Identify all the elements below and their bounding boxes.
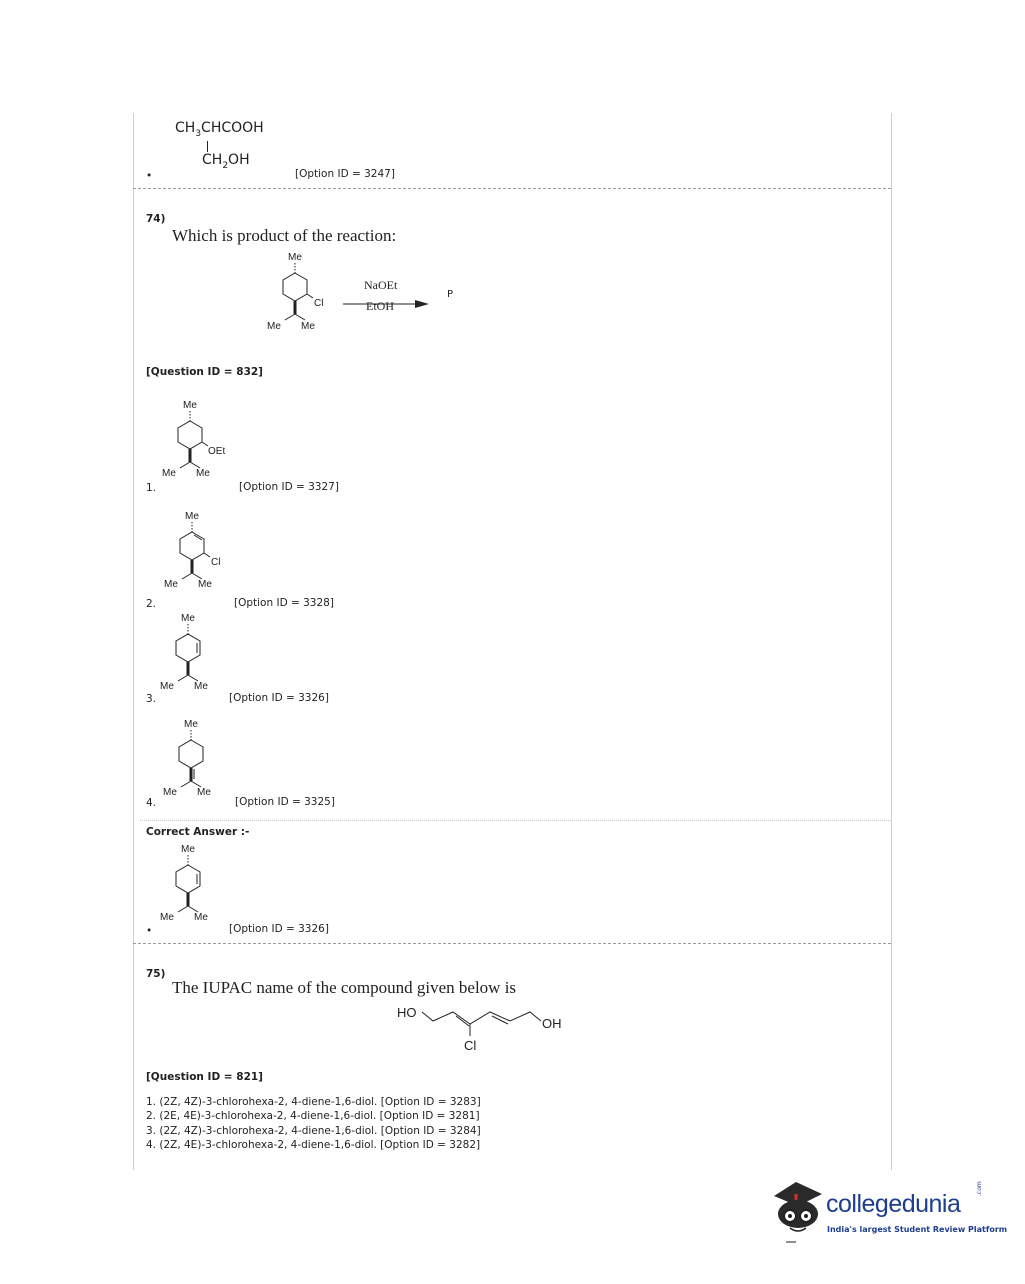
opt3-me-right: Me [194, 681, 208, 692]
diene-diol-structure [395, 1000, 570, 1059]
prev-option-id: [Option ID = 3247] [295, 168, 395, 180]
brand-tagline: India's largest Student Review Platform [827, 1225, 1008, 1234]
reagent-bottom: EtOH [366, 299, 394, 313]
ans-me-left: Me [160, 912, 174, 923]
opt4-me-right: Me [197, 787, 211, 798]
option-2-num: 2. [146, 598, 157, 610]
formula-bond [207, 141, 208, 152]
option-1-id: [Option ID = 3327] [239, 481, 339, 493]
ans-me-right: Me [194, 912, 208, 923]
question-id: [Question ID = 832] [146, 366, 263, 378]
opt1-me-right: Me [196, 468, 210, 479]
opt4-me-top: Me [184, 719, 198, 730]
option-3-id: [Option ID = 3326] [229, 692, 329, 704]
option-2-structure [152, 507, 242, 601]
question-text: Which is product of the reaction: [172, 226, 397, 245]
option-3-structure [148, 609, 238, 703]
option-4-id: [Option ID = 3325] [235, 796, 335, 808]
option-3-num: 3. [146, 693, 157, 705]
question-id: [Question ID = 821] [146, 1071, 263, 1083]
separator [140, 820, 891, 821]
reactant-structure [255, 248, 345, 342]
divider [133, 188, 891, 189]
correct-answer-bullet: • [146, 925, 153, 937]
opt1-me-left: Me [162, 468, 176, 479]
option-4-num: 4. [146, 797, 157, 809]
q75-option-3: 3. (2Z, 4Z)-3-chlorohexa-2, 4-diene-1,6-diol. [Option ID = 3284] [146, 1125, 481, 1137]
divider [133, 943, 891, 944]
q75-option-2: 2. (2E, 4E)-3-chlorohexa-2, 4-diene-1,6-diol. [Option ID = 3281] [146, 1110, 480, 1122]
q75-option-4: 4. (2Z, 4E)-3-chlorohexa-2, 4-diene-1,6-diol. [Option ID = 3282] [146, 1139, 481, 1151]
opt2-cl: Cl [211, 557, 221, 568]
ho-label: HO [397, 1005, 417, 1020]
ans-me-top: Me [181, 844, 195, 855]
collegedunia-logo[interactable] [766, 1176, 1008, 1246]
product-label: P [447, 289, 454, 300]
reactant-me-top: Me [288, 252, 302, 263]
brand-name: collegedunia [826, 1190, 961, 1218]
option-4-structure [151, 715, 241, 809]
q75-option-1: 1. (2Z, 4Z)-3-chlorohexa-2, 4-diene-1,6-diol. [Option ID = 3283] [146, 1096, 481, 1108]
prev-option-bullet: • [146, 170, 153, 182]
opt4-me-left: Me [163, 787, 177, 798]
question-number: 75) [146, 968, 166, 980]
opt1-me-top: Me [183, 400, 197, 411]
formula-sub: $CH_2OH$ [202, 152, 250, 171]
opt3-me-top: Me [181, 613, 195, 624]
oh-label: OH [542, 1016, 562, 1031]
reactant-me-right: Me [301, 321, 315, 332]
cl-label: Cl [464, 1038, 477, 1053]
question-text: The IUPAC name of the compound given below is [172, 978, 517, 997]
formula-top: $CH_3CHCOOH$ [175, 120, 264, 139]
option-1-structure [150, 396, 240, 490]
brand-suffix: .com [976, 1181, 983, 1196]
reagent-top: NaOEt [364, 278, 398, 292]
content-border-left [133, 113, 134, 1170]
mascot-icon [766, 1176, 826, 1246]
correct-answer-label: Correct Answer :- [146, 826, 250, 838]
option-2-id: [Option ID = 3328] [234, 597, 334, 609]
opt2-me-top: Me [185, 511, 199, 522]
correct-answer-id: [Option ID = 3326] [229, 923, 329, 935]
opt2-me-left: Me [164, 579, 178, 590]
option-1-num: 1. [146, 482, 157, 494]
correct-answer-structure [148, 840, 238, 934]
question-number: 74) [146, 213, 166, 225]
opt2-me-right: Me [198, 579, 212, 590]
opt1-oet: OEt [208, 446, 226, 457]
reactant-me-left: Me [267, 321, 281, 332]
opt3-me-left: Me [160, 681, 174, 692]
reactant-cl: Cl [314, 298, 324, 309]
content-border-right [891, 113, 892, 1170]
prev-option-structure [175, 120, 264, 139]
